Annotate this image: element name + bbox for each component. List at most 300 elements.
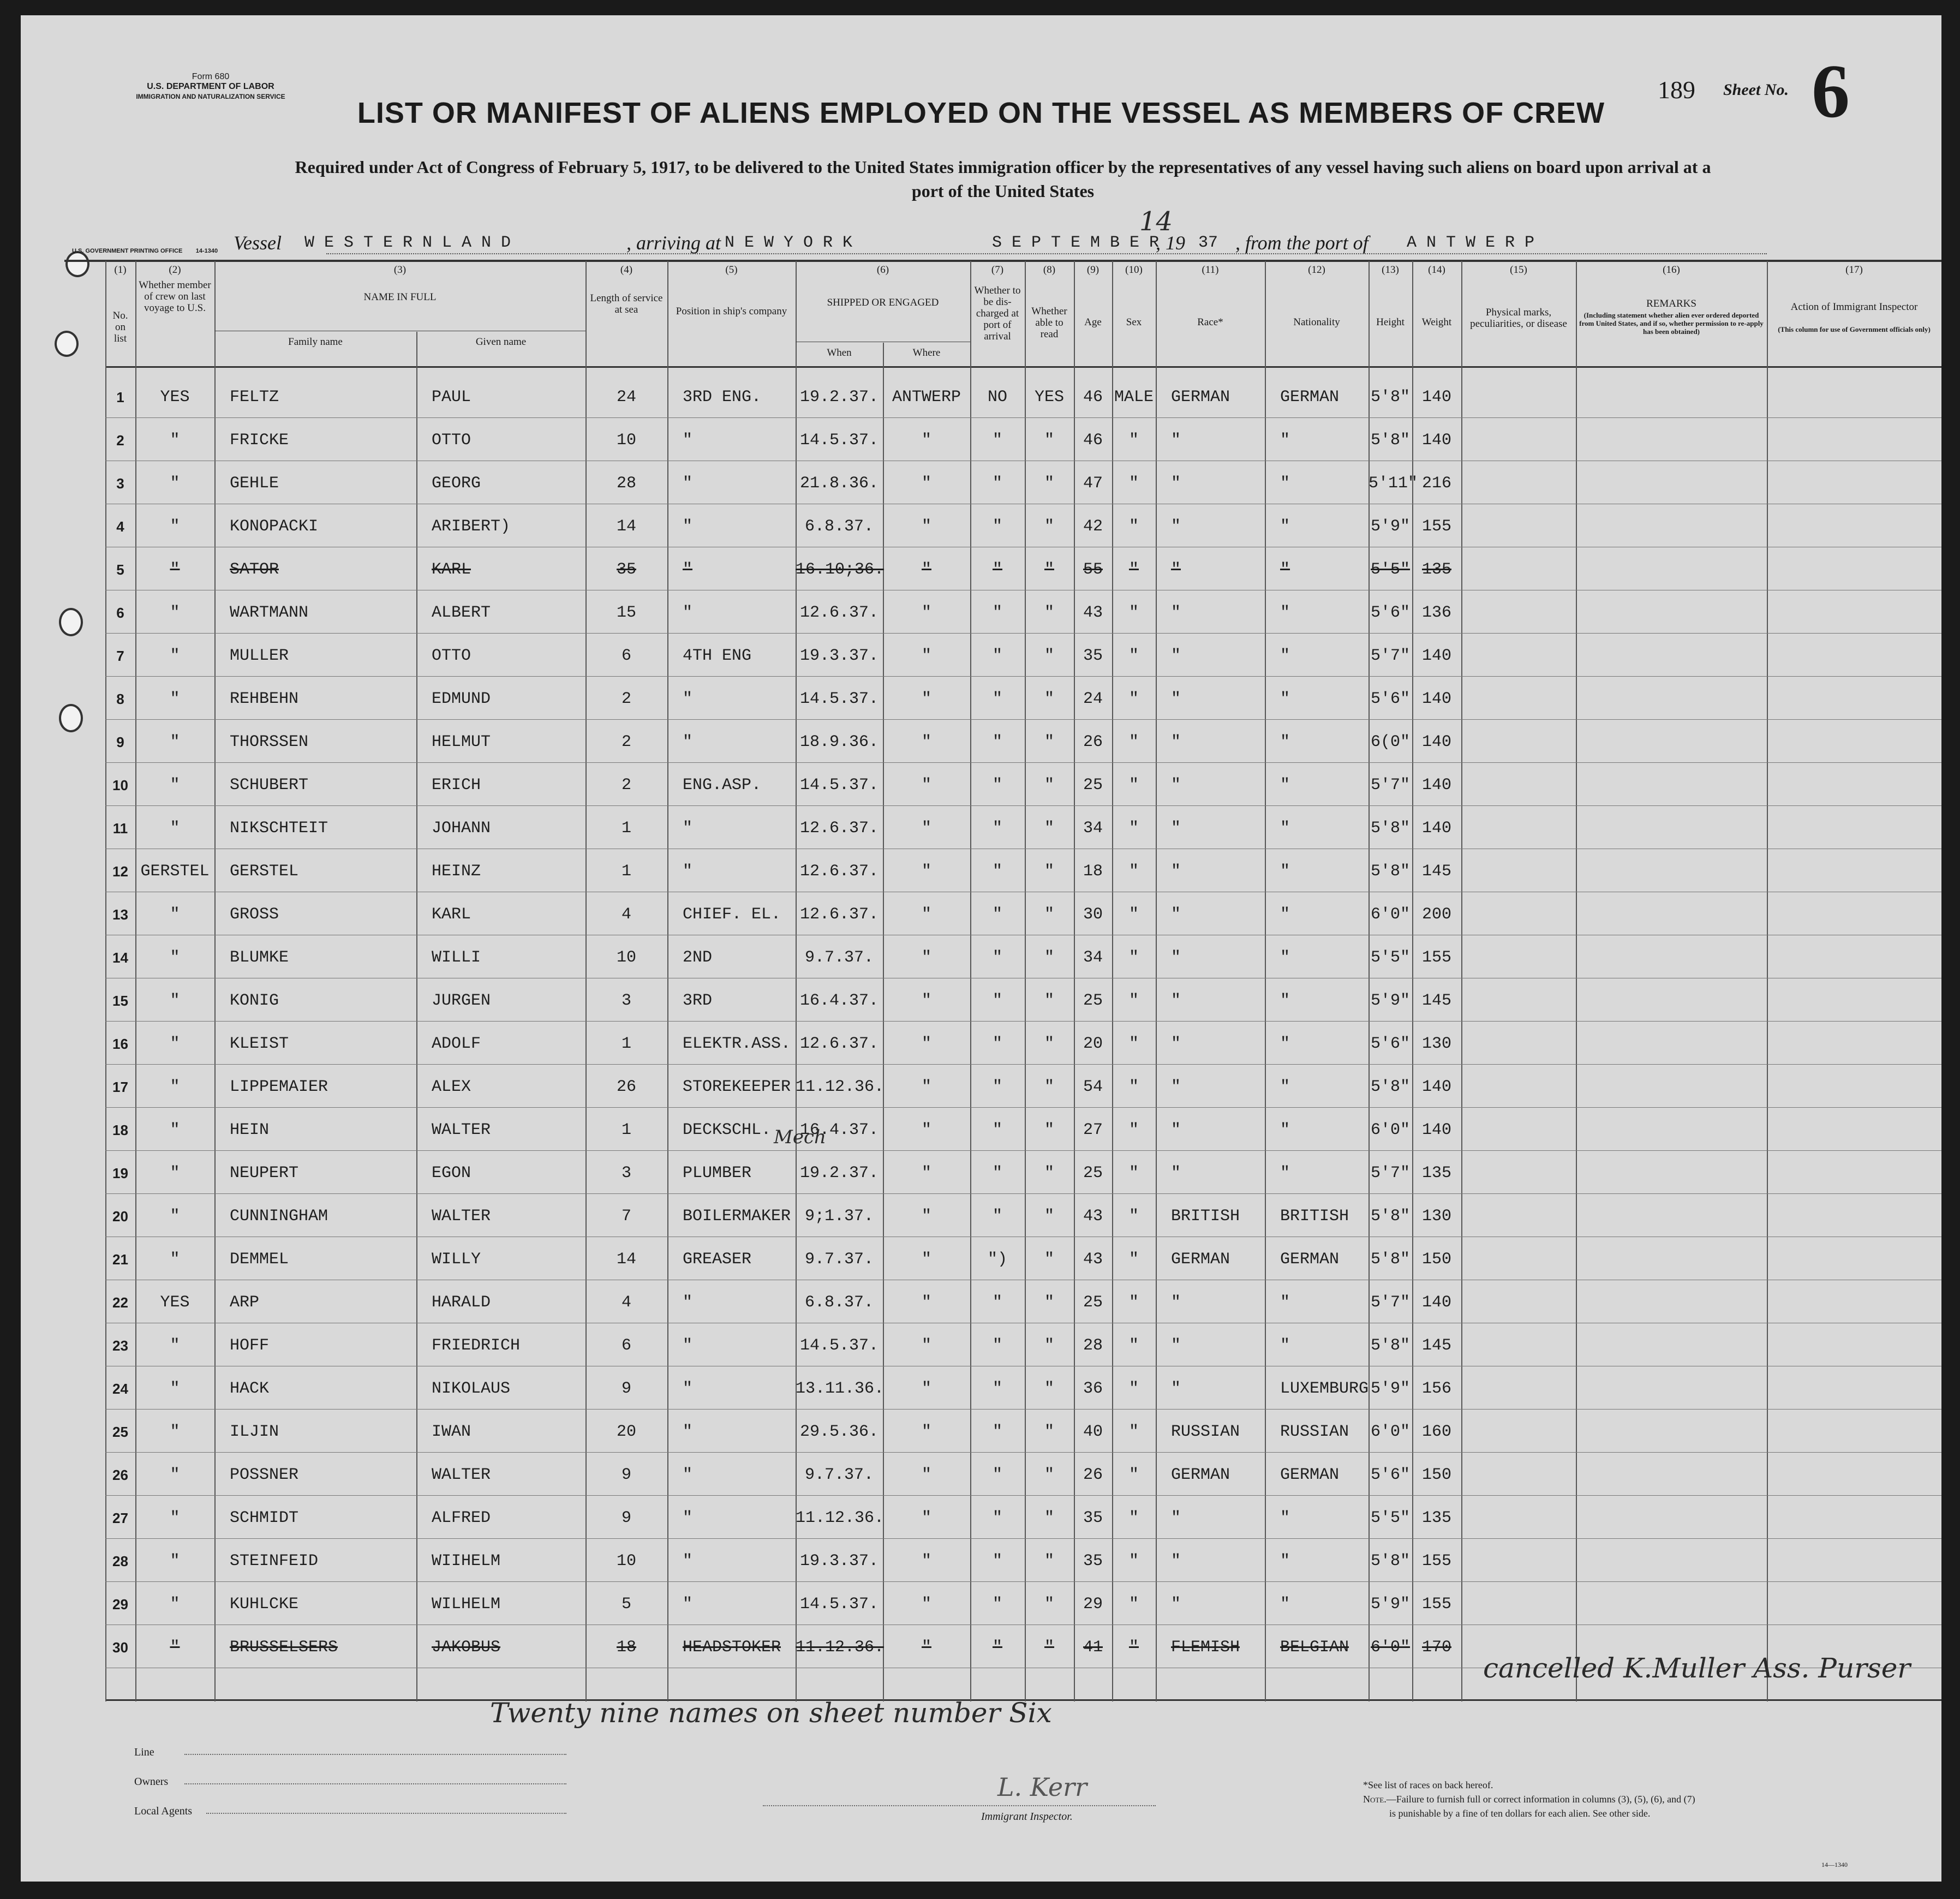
cell-no: 22 bbox=[112, 1294, 128, 1311]
cell-disch: " bbox=[992, 862, 1002, 881]
cell-position: " bbox=[683, 517, 693, 536]
cell-length: 26 bbox=[616, 1078, 636, 1096]
cell-position: " bbox=[683, 862, 693, 881]
cell-where: " bbox=[921, 905, 931, 924]
cell-nat: " bbox=[1280, 517, 1290, 536]
cell-height: 5'7" bbox=[1370, 647, 1410, 665]
cell-when: 9.7.37. bbox=[804, 1250, 874, 1269]
cell-last: " bbox=[170, 905, 180, 924]
cell-weight: 140 bbox=[1421, 1293, 1451, 1312]
cell-race: " bbox=[1171, 1121, 1181, 1139]
cell-position: " bbox=[683, 1595, 693, 1614]
cell-last: YES bbox=[160, 1293, 190, 1312]
cell-length: 15 bbox=[616, 604, 636, 622]
header-when: When bbox=[827, 347, 852, 359]
cell-no: 30 bbox=[112, 1639, 128, 1656]
cell-sex: " bbox=[1128, 776, 1139, 795]
cell-sex: " bbox=[1128, 1121, 1139, 1139]
cell-no: 28 bbox=[112, 1553, 128, 1569]
cell-read: " bbox=[1044, 1078, 1054, 1096]
cell-when: 19.2.37. bbox=[799, 1164, 879, 1183]
cell-given: HARALD bbox=[432, 1293, 491, 1312]
cell-height: 6'0" bbox=[1370, 1121, 1410, 1139]
cell-family: HOFF bbox=[230, 1336, 270, 1355]
cell-given: WILLY bbox=[432, 1250, 481, 1269]
cell-where: " bbox=[921, 819, 931, 838]
column-number: (9) bbox=[1086, 264, 1099, 276]
table-row bbox=[21, 591, 1941, 635]
cell-height: 6'0" bbox=[1370, 905, 1410, 924]
cell-position: " bbox=[683, 1423, 693, 1441]
cell-sex: " bbox=[1128, 1552, 1139, 1570]
cell-height: 6'0" bbox=[1370, 1638, 1410, 1657]
cell-read: " bbox=[1044, 1552, 1054, 1570]
cell-last: " bbox=[170, 690, 180, 708]
cell-race: " bbox=[1171, 690, 1181, 708]
column-number: (7) bbox=[991, 264, 1004, 276]
cell-race: " bbox=[1171, 905, 1181, 924]
column-number: (12) bbox=[1308, 264, 1325, 276]
cell-last: " bbox=[170, 776, 180, 795]
cell-nat: " bbox=[1280, 690, 1290, 708]
count-note: Twenty nine names on sheet number Six bbox=[490, 1697, 1052, 1729]
cell-family: LIPPEMAIER bbox=[230, 1078, 328, 1096]
cell-length: 6 bbox=[621, 1336, 631, 1355]
header-height: Height bbox=[1376, 316, 1405, 328]
cell-no: 23 bbox=[112, 1337, 128, 1354]
cell-last: " bbox=[170, 560, 180, 579]
cell-read: " bbox=[1044, 862, 1054, 881]
cell-position: " bbox=[683, 819, 693, 838]
cell-weight: 140 bbox=[1421, 647, 1451, 665]
manifest-sheet bbox=[21, 15, 1941, 1882]
cell-given: JOHANN bbox=[432, 819, 491, 838]
cell-given: HELMUT bbox=[432, 733, 491, 751]
cell-disch: " bbox=[992, 1336, 1002, 1355]
column-number: (1) bbox=[114, 264, 127, 276]
cell-when: 19.2.37. bbox=[799, 388, 879, 407]
cell-length: 18 bbox=[616, 1638, 636, 1657]
cell-disch: " bbox=[992, 474, 1002, 493]
cell-position: " bbox=[683, 431, 693, 450]
cell-position: " bbox=[683, 604, 693, 622]
cell-where: " bbox=[921, 1336, 931, 1355]
cell-length: 10 bbox=[616, 948, 636, 967]
cell-length: 10 bbox=[616, 1552, 636, 1570]
cell-no: 2 bbox=[116, 432, 124, 449]
cell-given: WALTER bbox=[432, 1121, 491, 1139]
table-row bbox=[21, 1151, 1941, 1195]
cell-read: " bbox=[1044, 819, 1054, 838]
cell-height: 5'8" bbox=[1370, 862, 1410, 881]
column-number: (13) bbox=[1382, 264, 1399, 276]
cell-race: BRITISH bbox=[1171, 1207, 1240, 1226]
cell-nat: " bbox=[1280, 647, 1290, 665]
table-row bbox=[21, 979, 1941, 1023]
cell-weight: 155 bbox=[1421, 1595, 1451, 1614]
column-number: (8) bbox=[1043, 264, 1056, 276]
cell-length: 28 bbox=[616, 474, 636, 493]
cell-last: " bbox=[170, 1552, 180, 1570]
cell-weight: 130 bbox=[1421, 1035, 1451, 1053]
cell-sex: " bbox=[1128, 431, 1139, 450]
cell-family: GROSS bbox=[230, 905, 279, 924]
cell-height: 5'8" bbox=[1370, 1207, 1410, 1226]
cell-age: 43 bbox=[1083, 1250, 1103, 1269]
cell-family: HEIN bbox=[230, 1121, 270, 1139]
cell-disch: " bbox=[992, 1207, 1002, 1226]
cell-read: " bbox=[1044, 1336, 1054, 1355]
cell-age: 26 bbox=[1083, 733, 1103, 751]
cell-nat: RUSSIAN bbox=[1280, 1423, 1349, 1441]
cell-read: " bbox=[1044, 647, 1054, 665]
cell-race: " bbox=[1171, 517, 1181, 536]
cell-length: 3 bbox=[621, 992, 631, 1010]
cell-nat: " bbox=[1280, 905, 1290, 924]
cell-age: 26 bbox=[1083, 1466, 1103, 1484]
cell-sex: " bbox=[1128, 647, 1139, 665]
cell-position: 3RD ENG. bbox=[683, 388, 762, 407]
cell-height: 5'7" bbox=[1370, 776, 1410, 795]
cell-position: STOREKEEPER bbox=[683, 1078, 791, 1096]
cell-no: 12 bbox=[112, 863, 128, 880]
cell-race: GERMAN bbox=[1171, 388, 1230, 407]
cell-no: 15 bbox=[112, 993, 128, 1009]
cell-disch: " bbox=[992, 690, 1002, 708]
cell-no: 25 bbox=[112, 1424, 128, 1440]
table-row bbox=[21, 419, 1941, 462]
footer-left bbox=[134, 1737, 192, 1826]
cell-disch: " bbox=[992, 1078, 1002, 1096]
cell-when: 12.6.37. bbox=[799, 905, 879, 924]
cell-age: 25 bbox=[1083, 776, 1103, 795]
cell-when: 12.6.37. bbox=[799, 604, 879, 622]
cell-age: 46 bbox=[1083, 431, 1103, 450]
column-number: (16) bbox=[1663, 264, 1680, 276]
cell-read: " bbox=[1044, 690, 1054, 708]
cell-length: 5 bbox=[621, 1595, 631, 1614]
table-row bbox=[21, 1496, 1941, 1540]
cell-sex: MALE bbox=[1114, 388, 1154, 407]
cell-read: " bbox=[1044, 1207, 1054, 1226]
cell-no: 1 bbox=[116, 389, 124, 405]
cell-last: " bbox=[170, 1336, 180, 1355]
table-row bbox=[21, 893, 1941, 936]
cell-no: 5 bbox=[116, 562, 124, 578]
cell-last: " bbox=[170, 992, 180, 1010]
cell-when: 18.9.36. bbox=[799, 733, 879, 751]
column-number: (11) bbox=[1202, 264, 1219, 276]
cell-family: DEMMEL bbox=[230, 1250, 289, 1269]
cell-disch: " bbox=[992, 733, 1002, 751]
cell-read: " bbox=[1044, 992, 1054, 1010]
cell-race: " bbox=[1171, 1595, 1181, 1614]
table-row bbox=[21, 720, 1941, 764]
cell-no: 10 bbox=[112, 777, 128, 793]
cell-last: " bbox=[170, 733, 180, 751]
cell-length: 9 bbox=[621, 1466, 631, 1484]
cell-no: 18 bbox=[112, 1122, 128, 1138]
cell-given: ADOLF bbox=[432, 1035, 481, 1053]
cell-sex: " bbox=[1128, 604, 1139, 622]
cell-given: IWAN bbox=[432, 1423, 471, 1441]
cell-race: " bbox=[1171, 604, 1181, 622]
cell-height: 5'5" bbox=[1370, 560, 1410, 579]
year-prefix: , 19 bbox=[1156, 232, 1185, 254]
cell-disch: " bbox=[992, 819, 1002, 838]
cell-read: " bbox=[1044, 1250, 1054, 1269]
cell-read: " bbox=[1044, 604, 1054, 622]
cell-race: FLEMISH bbox=[1171, 1638, 1240, 1657]
table-row bbox=[21, 1410, 1941, 1454]
cell-given: KARL bbox=[432, 905, 471, 924]
cell-given: KARL bbox=[432, 560, 471, 579]
footer-owners-rule bbox=[184, 1783, 566, 1784]
cell-sex: " bbox=[1128, 1595, 1139, 1614]
cell-age: 29 bbox=[1083, 1595, 1103, 1614]
cell-weight: 155 bbox=[1421, 1552, 1451, 1570]
cell-disch: " bbox=[992, 1293, 1002, 1312]
cell-race: " bbox=[1171, 948, 1181, 967]
cell-last: " bbox=[170, 1509, 180, 1527]
column-number: (10) bbox=[1125, 264, 1143, 276]
cell-no: 3 bbox=[116, 475, 124, 492]
cell-age: 36 bbox=[1083, 1380, 1103, 1398]
cell-length: 9 bbox=[621, 1509, 631, 1527]
cell-nat: " bbox=[1280, 992, 1290, 1010]
cell-weight: 200 bbox=[1421, 905, 1451, 924]
page-title: LIST OR MANIFEST OF ALIENS EMPLOYED ON THE VESSEL AS MEMBERS OF CREW bbox=[357, 97, 1605, 129]
cell-where: " bbox=[921, 1509, 931, 1527]
cell-last: " bbox=[170, 1423, 180, 1441]
cell-given: WALTER bbox=[432, 1207, 491, 1226]
cell-nat: BRITISH bbox=[1280, 1207, 1349, 1226]
cell-length: 6 bbox=[621, 647, 631, 665]
cell-family: CUNNINGHAM bbox=[230, 1207, 328, 1226]
column-number: (14) bbox=[1428, 264, 1445, 276]
cell-when: 11.12.36. bbox=[796, 1078, 885, 1096]
cell-when: 14.5.37. bbox=[799, 690, 879, 708]
cell-weight: 140 bbox=[1421, 776, 1451, 795]
footer-code: 14—1340 bbox=[1821, 1861, 1848, 1868]
cell-where: " bbox=[921, 517, 931, 536]
header-position: Position in ship's company bbox=[676, 306, 787, 317]
cell-length: 14 bbox=[616, 517, 636, 536]
cell-where: " bbox=[921, 1293, 931, 1312]
cell-sex: " bbox=[1128, 1380, 1139, 1398]
cell-disch: " bbox=[992, 992, 1002, 1010]
cell-height: 5'9" bbox=[1370, 1380, 1410, 1398]
cell-weight: 140 bbox=[1421, 1078, 1451, 1096]
cell-position: " bbox=[683, 560, 693, 579]
cell-length: 1 bbox=[621, 862, 631, 881]
cell-family: SCHMIDT bbox=[230, 1509, 299, 1527]
cell-race: " bbox=[1171, 1509, 1181, 1527]
cell-age: 18 bbox=[1083, 862, 1103, 881]
cell-nat: GERMAN bbox=[1280, 388, 1340, 407]
cell-race: " bbox=[1171, 1164, 1181, 1183]
cell-age: 55 bbox=[1083, 560, 1103, 579]
cell-race: " bbox=[1171, 1035, 1181, 1053]
table-row bbox=[21, 936, 1941, 980]
cell-read: " bbox=[1044, 1466, 1054, 1484]
sheet-label: Sheet No. bbox=[1723, 81, 1789, 99]
cell-age: 54 bbox=[1083, 1078, 1103, 1096]
cell-where: " bbox=[921, 862, 931, 881]
cell-when: 16.4.37. bbox=[799, 1121, 879, 1139]
cell-family: BLUMKE bbox=[230, 948, 289, 967]
cell-last: " bbox=[170, 474, 180, 493]
note-text: —Failure to furnish full or correct information in columns (3), (5), (6), and (7) bbox=[1386, 1794, 1695, 1805]
cell-length: 2 bbox=[621, 690, 631, 708]
cell-last: GERSTEL bbox=[140, 862, 210, 881]
cell-where: " bbox=[921, 1423, 931, 1441]
cell-sex: " bbox=[1128, 1250, 1139, 1269]
cell-read: " bbox=[1044, 1164, 1054, 1183]
header-name-in-full: NAME IN FULL bbox=[363, 291, 437, 303]
header-no: No. on list bbox=[112, 310, 128, 344]
cell-when: 14.5.37. bbox=[799, 776, 879, 795]
cell-weight: 156 bbox=[1421, 1380, 1451, 1398]
cell-disch: " bbox=[992, 905, 1002, 924]
cell-family: WARTMANN bbox=[230, 604, 309, 622]
vessel-label: Vessel bbox=[234, 232, 282, 254]
cell-nat: " bbox=[1280, 1336, 1290, 1355]
cell-height: 6(0" bbox=[1370, 733, 1410, 751]
cell-position: " bbox=[683, 474, 693, 493]
cell-weight: 140 bbox=[1421, 733, 1451, 751]
cell-length: 4 bbox=[621, 1293, 631, 1312]
cell-sex: " bbox=[1128, 862, 1139, 881]
footer-agents-rule bbox=[206, 1813, 566, 1814]
cell-where: " bbox=[921, 1164, 931, 1183]
cell-disch: " bbox=[992, 1466, 1002, 1484]
cell-where: " bbox=[921, 1207, 931, 1226]
cell-race: " bbox=[1171, 474, 1181, 493]
table-row bbox=[21, 505, 1941, 548]
cell-disch: " bbox=[992, 1380, 1002, 1398]
cell-disch: " bbox=[992, 1035, 1002, 1053]
cell-sex: " bbox=[1128, 905, 1139, 924]
cell-length: 10 bbox=[616, 431, 636, 450]
cell-where: ANTWERP bbox=[892, 388, 961, 407]
cell-age: 20 bbox=[1083, 1035, 1103, 1053]
cell-family: GERSTEL bbox=[230, 862, 299, 881]
column-number: (6) bbox=[876, 264, 889, 276]
arrival-month: S E P T E M B E R bbox=[992, 234, 1160, 252]
cell-height: 5'11" bbox=[1369, 474, 1418, 493]
cell-last: " bbox=[170, 517, 180, 536]
cell-given: WILLI bbox=[432, 948, 481, 967]
cell-no: 20 bbox=[112, 1208, 128, 1225]
table-row bbox=[21, 850, 1941, 893]
cell-nat: " bbox=[1280, 431, 1290, 450]
cell-sex: " bbox=[1128, 1423, 1139, 1441]
cell-given: ERICH bbox=[432, 776, 481, 795]
cell-weight: 170 bbox=[1421, 1638, 1451, 1657]
table-row bbox=[21, 375, 1941, 419]
cell-length: 24 bbox=[616, 388, 636, 407]
cell-length: 35 bbox=[616, 560, 636, 579]
cell-height: 5'6" bbox=[1370, 1035, 1410, 1053]
cell-last: YES bbox=[160, 388, 190, 407]
cell-family: NEUPERT bbox=[230, 1164, 299, 1183]
cell-age: 34 bbox=[1083, 819, 1103, 838]
cell-where: " bbox=[921, 1078, 931, 1096]
cell-race: " bbox=[1171, 776, 1181, 795]
cell-last: " bbox=[170, 1250, 180, 1269]
header-discharged: Whether to be dis-charged at port of arrival bbox=[974, 285, 1021, 342]
cell-height: 5'8" bbox=[1370, 388, 1410, 407]
cell-sex: " bbox=[1128, 733, 1139, 751]
cell-when: 19.3.37. bbox=[799, 647, 879, 665]
table-row bbox=[21, 763, 1941, 807]
cell-family: THORSSEN bbox=[230, 733, 309, 751]
cell-when: 12.6.37. bbox=[799, 1035, 879, 1053]
cell-length: 20 bbox=[616, 1423, 636, 1441]
cell-position: " bbox=[683, 733, 693, 751]
cell-sex: " bbox=[1128, 948, 1139, 967]
subtitle: Required under Act of Congress of February 5, 1917, to be delivered to the United States immigration officer by the representatives of any vessel having such aliens on board upon arrival at a port of the United States bbox=[295, 157, 1711, 201]
cell-sex: " bbox=[1128, 560, 1139, 579]
cell-where: " bbox=[921, 1595, 931, 1614]
punch-hole bbox=[65, 251, 89, 277]
cell-when: 6.8.37. bbox=[804, 1293, 874, 1312]
cell-family: KONIG bbox=[230, 992, 279, 1010]
cell-when: 6.8.37. bbox=[804, 517, 874, 536]
cell-family: BRUSSELSERS bbox=[230, 1638, 338, 1657]
cell-disch: " bbox=[992, 560, 1002, 579]
cell-read: " bbox=[1044, 1595, 1054, 1614]
owners-label: Owners bbox=[134, 1776, 169, 1788]
cell-age: 25 bbox=[1083, 1293, 1103, 1312]
cell-given: WIIHELM bbox=[432, 1552, 501, 1570]
cell-position: 2ND bbox=[683, 948, 713, 967]
cell-race: " bbox=[1171, 733, 1181, 751]
cell-when: 16.4.37. bbox=[799, 992, 879, 1010]
cell-last: " bbox=[170, 1035, 180, 1053]
cell-read: YES bbox=[1034, 388, 1064, 407]
cell-nat: GERMAN bbox=[1280, 1466, 1340, 1484]
column-number: (4) bbox=[620, 264, 633, 276]
cell-given: ALFRED bbox=[432, 1509, 491, 1527]
cell-position: ENG.ASP. bbox=[683, 776, 762, 795]
cell-nat: " bbox=[1280, 1293, 1290, 1312]
cell-disch: " bbox=[992, 1423, 1002, 1441]
cell-position: " bbox=[683, 1509, 693, 1527]
cell-last: " bbox=[170, 1466, 180, 1484]
cell-where: " bbox=[921, 560, 931, 579]
cell-disch: " bbox=[992, 431, 1002, 450]
cell-height: 5'6" bbox=[1370, 690, 1410, 708]
cell-nat: LUXEMBURG bbox=[1280, 1380, 1369, 1398]
cell-where: " bbox=[921, 1552, 931, 1570]
cell-age: 30 bbox=[1083, 905, 1103, 924]
arrival-port: N E W Y O R K bbox=[725, 234, 853, 252]
cell-position: 3RD bbox=[683, 992, 713, 1010]
cell-family: SCHUBERT bbox=[230, 776, 309, 795]
inspector-signature: L. Kerr bbox=[997, 1772, 1087, 1802]
mech-note: Mech bbox=[774, 1126, 826, 1148]
header-race: Race* bbox=[1197, 316, 1223, 328]
from-label: , from the port of bbox=[1235, 232, 1369, 254]
cell-disch: " bbox=[992, 1638, 1002, 1657]
cell-last: " bbox=[170, 1638, 180, 1657]
cell-age: 27 bbox=[1083, 1121, 1103, 1139]
header-sex: Sex bbox=[1126, 316, 1142, 328]
cell-weight: 140 bbox=[1421, 819, 1451, 838]
cell-nat: " bbox=[1280, 474, 1290, 493]
